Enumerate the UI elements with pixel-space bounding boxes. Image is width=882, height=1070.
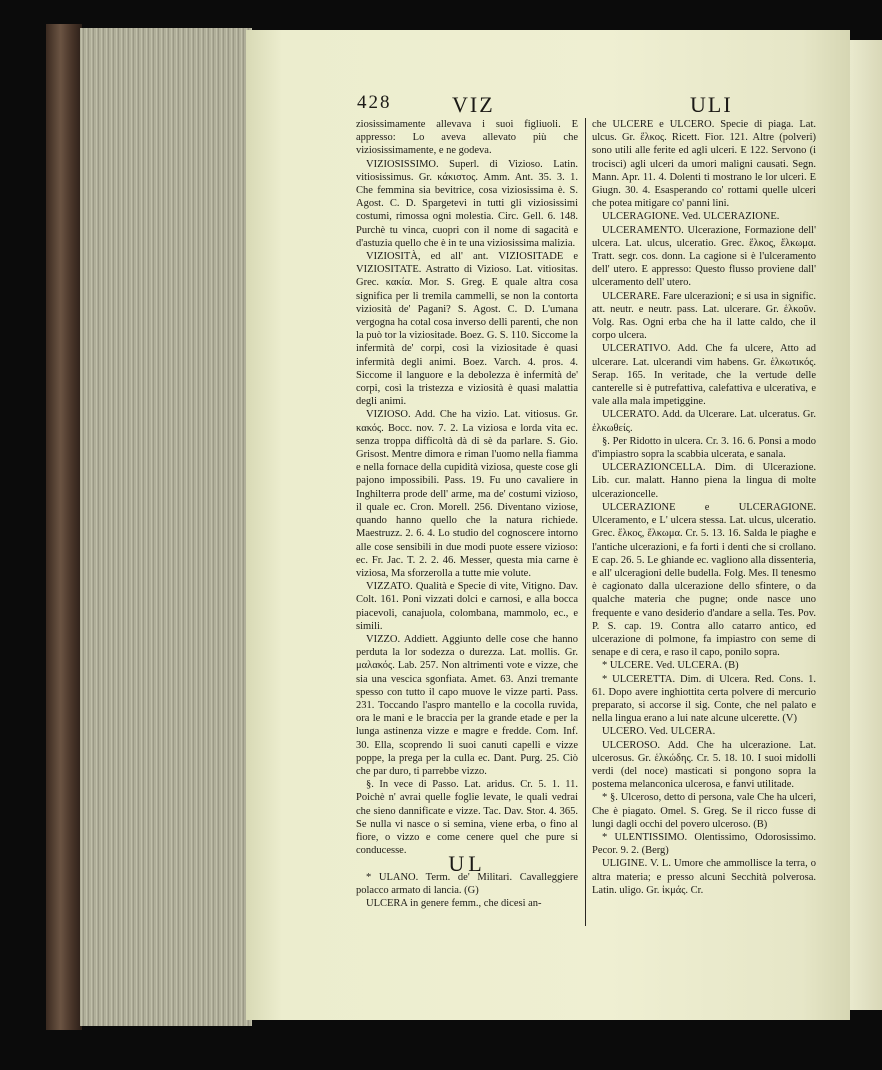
dictionary-entry: * ULCERETTA. Dim. di Ulcera. Red. Cons. 1. 61. Dopo avere inghiottita certa polvere di mercurio preparato, si accorse il sig. Conte, che nel palato e nella lingua erano a lui nate alcune ulcerette. (V) xyxy=(592,673,816,725)
dictionary-entry: ULCERATIVO. Add. Che fa ulcere, Atto ad ulcerare. Lat. ulcerandi vim habens. Gr. ἑλκωτικός. Serap. 165. In veritade, che la vertude delle canterelle si è putrefattiva, calefattiva e ulcerativa, e vale alla mala impetiggine. xyxy=(592,343,816,408)
dictionary-entry: VIZIOSITÀ, ed all' ant. VIZIOSITADE e VIZIOSITATE. Astratto di Vizioso. Lat. vitiositas. Grec. κακία. Mor. S. Greg. E quale altra cosa significa per li tremila cammelli, se non la contorta viziosità de' Pagani? S. Agost. C. D. L'umana vergogna ha cotal cosa inverso delli parenti, che non la può tor la viziositade. Boez. G. S. 110. Siccome la infermità de' corpi, così la viziositade è quasi infermità degli animi. Boez. Varch. 4. pros. 4. Siccome il languore e la debolezza è infermità de' corpi, così la tristezza e viziosità è quasi malattia degli animi. xyxy=(356,251,578,408)
dictionary-entry: VIZZO. Addiett. Aggiunto delle cose che hanno perduta la lor sodezza o durezza. Lat. mollis. Gr. μαλακός. Lab. 257. Non altrimenti vote e vizze, che sia una vescica sgonfiata. Amet. 63. Anzi tremante spesso con tutto il capo muove le vizze parti. Pass. 231. Toccando l'aspro mantello e la cocolla ruvida, ora le mani e le braccia per la grande etade e per la lunga astinenza vizze e magre e fredde. Com. Inf. 30. Ella, scoprendo li suoi canuti capelli e vizze poppe, la prega per la culla ec. Dant. Purg. 25. Ciò che par duro, ti parrebbe vizzo. xyxy=(356,633,578,777)
page-number: 428 xyxy=(357,92,392,113)
column-divider xyxy=(585,118,586,926)
dictionary-entry: ULCERAZIONCELLA. Dim. di Ulcerazione. Lib. cur. malatt. Hanno piena la lingua di molte ulcerazioncelle. xyxy=(592,462,816,500)
book-cover-spine xyxy=(46,24,82,1030)
dictionary-entry: ULCERAGIONE. Ved. ULCERAZIONE. xyxy=(602,211,780,223)
left-column xyxy=(356,118,578,910)
dictionary-entry: VIZIOSO. Add. Che ha vizio. Lat. vitiosus. Gr. κακός. Bocc. nov. 7. 2. La viziosa e lorda vita ec. senza troppa difficoltà dà di sè da parlare. S. Gio. Grisost. Mentre dimora e riman l'uomo nella fiamma e nella fornace della cupidità viziosa, queste cose gli pajono impossibili. Pass. 19. Fu uno cavaliere in Inghilterra prode dell' arme, ma de' costumi vizioso, il quale ec. Cron. Morell. 256. Diventano viziose, quando hanno quello che la natura richiede. Maestruzz. 2. 6. 4. Lo studio del cognoscere intorno alle cose sensibili in due modi puote essere vizioso: ec. Fr. Jac. T. 2. 2. 46. Messer, questa mia carne è viziosa, Ma sforzerolla a tutte mie volute. xyxy=(356,409,578,579)
dictionary-entry: * ULANO. Term. de' Militari. Cavalleggiere polacco armato di lancia. (G) xyxy=(356,871,578,896)
dictionary-entry: ULCERATO. Add. da Ulcerare. Lat. ulceratus. Gr. ἑλκωθείς. xyxy=(592,409,816,434)
right-running-head: ULI xyxy=(690,92,733,117)
dictionary-entry: VIZZATO. Qualità e Specie di vite, Vitigno. Dav. Colt. 161. Poni vizzati dolci e carnosi, e alla bocca piacevoli, canajuola, colombana, mammolo, ec., e simili. xyxy=(356,581,578,632)
dictionary-entry: ULCERAMENTO. Ulcerazione, Formazione dell' ulcera. Lat. ulcus, ulceratio. Grec. ἕλκος, ἕλκωμα. Tratt. segr. cos. donn. La cagione si è l'ulceramento dell' utero. E appresso: Questo flusso proviene dall' ulceramento dell' utero. xyxy=(592,224,816,289)
dictionary-entry: che ULCERE e ULCERO. Specie di piaga. Lat. ulcus. Gr. ἕλκος. Ricett. Fior. 121. Altre (polveri) sono utili alle ferite ed agli ulceri. E 122. Servono (i trocisci) agli ulceri da umori maligni causati. Segn. Mann. Apr. 11. 4. Dolenti ti mostrano le lor ulceri. E Giugn. 30. 4. Esasperando co' rottami quelle ulceri che potea mitigare co' panni lini. xyxy=(592,119,816,210)
dictionary-entry: * §. Ulceroso, detto di persona, vale Che ha ulceri, Che è piagato. Omel. S. Greg. Se il ricco fusse di lungi dagli occhi del povero ulceroso. (B) xyxy=(592,792,816,830)
left-running-head: VIZ xyxy=(452,92,495,117)
section-heading: UL xyxy=(448,851,486,877)
dictionary-entry: ULCERARE. Fare ulcerazioni; e si usa in signific. att. neutr. e neutr. pass. Lat. ulcerare. Gr. ἑλκοῦν. Volg. Ras. Ogni erba che ha il latte caldo, che il corpo ulcera. xyxy=(592,290,816,342)
dictionary-entry: §. In vece di Passo. Lat. aridus. Cr. 5. 1. 11. Poichè n' avrai quelle foglie levate, le quali vedrai che sieno dannificate e vizze. Tac. Dav. Stor. 4. 365. Se nulla vi nasce o si semina, viene erba, o fino al fiore, o vizzo e come cenere quel che pure si conducesse. xyxy=(356,779,578,857)
page-edges xyxy=(80,28,252,1026)
dictionary-entry: ULCERAZIONE e ULCERAGIONE. Ulceramento, e L' ulcera stessa. Lat. ulcus, ulceratio. Grec. ἕλκος, ἕλκωμα. Cr. 5. 13. 16. Salda le piaghe e l'antiche ulcerazioni, e fa forti i denti che si crollano. E cap. 26. 5. Le ghiande ec. vagliono alla dissenteria, e all' ulceragioni delle budella. Folg. Mes. Il tenesmo è cagionato dalla ulcerazione dello sfintere, o da qualche materia che pugne; onde nasce uno frequente e vano desiderio d'andare a sella. Tes. Pov. P. S. cap. 19. Contra allo catarro antico, ed ulcerazione di polmone, fa impiastro con seme di senape e di cera, e raso il capo, ponilo sopra. xyxy=(592,501,816,659)
dictionary-entry: §. Per Ridotto in ulcera. Cr. 3. 16. 6. Ponsi a modo d'impiastro sopra la scabbia ulcerata, e sanala. xyxy=(592,435,816,461)
dictionary-entry: * ULCERE. Ved. ULCERA. (B) xyxy=(602,660,739,672)
facing-page-edge xyxy=(850,40,882,1010)
dictionary-entry: ULIGINE. V. L. Umore che ammollisce la terra, o altra materia; e presso alcuni Secchità polverosa. Latin. uligo. Gr. ἰκμάς. Cr. xyxy=(592,858,816,896)
dictionary-entry: ziosissimamente allevava i suoi figliuoli. E appresso: Lo aveva allevato più che viziosissimamente, e ne godeva. xyxy=(356,119,578,157)
dictionary-entry: ULCEROSO. Add. Che ha ulcerazione. Lat. ulcerosus. Gr. ἑλκώδης. Cr. 5. 18. 10. I suoi midolli verdi (del noce) masticati si pongono sopra la postema melanconica ulcerosa, e fanvi utilitade. xyxy=(592,739,816,791)
dictionary-entry: * ULENTISSIMO. Olentissimo, Odorosissimo. Pecor. 9. 2. (Berg) xyxy=(592,831,816,857)
right-column xyxy=(592,118,816,897)
dictionary-entry: ULCERA in genere femm., che dicesi an- xyxy=(366,897,542,909)
dictionary-entry: VIZIOSISSIMO. Superl. di Vizioso. Latin. vitiosissimus. Gr. κάκιστος. Amm. Ant. 35. 3. 1. Che femmina sia bevitrice, cosa viziosissima è. S. Agost. C. D. Spargetevi in tutti gli viziosissimi costumi, rimossa ogni molestia. Circ. Gell. 6. 148. Purchè tu vinca, cuopri con il nome di sagacità e d'astuzia quello che è in te una viziosissima malizia. xyxy=(356,158,578,249)
dictionary-entry: ULCERO. Ved. ULCERA. xyxy=(602,726,716,738)
